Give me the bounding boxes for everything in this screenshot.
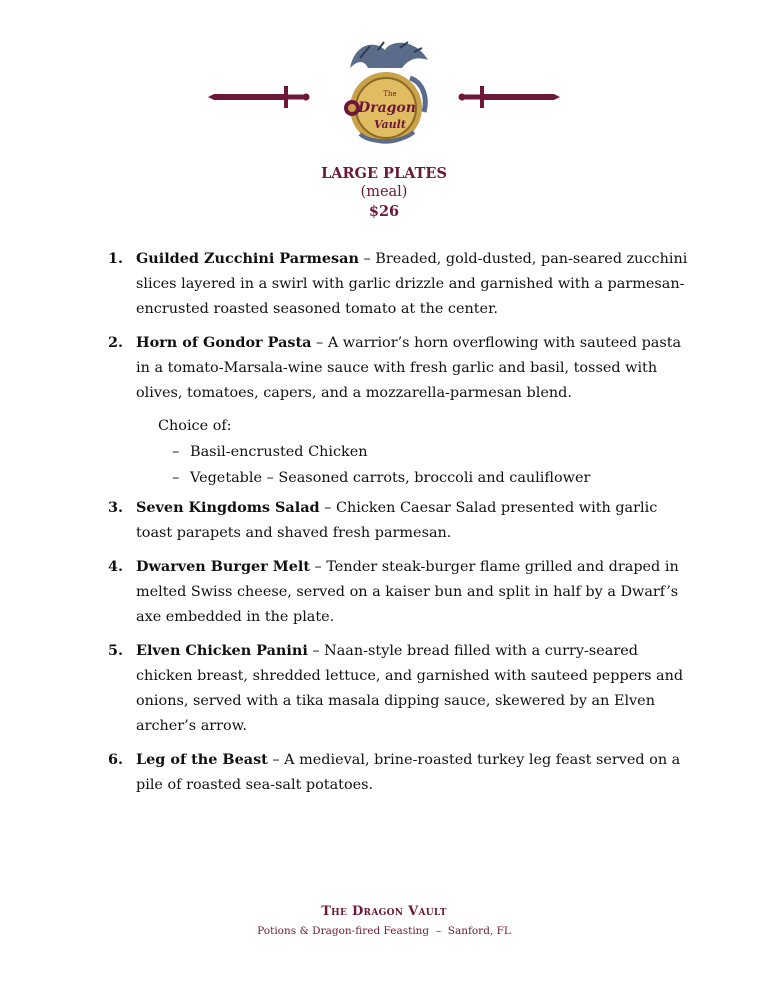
choice-block	[108, 413, 698, 491]
item-name: Seven Kingdoms Salad	[136, 499, 320, 516]
item-number: 2.	[108, 334, 124, 351]
item-name: Dwarven Burger Melt	[136, 558, 310, 575]
item-name: Horn of Gondor Pasta	[136, 334, 312, 351]
dragon-vault-logo	[330, 38, 440, 146]
menu-item	[108, 638, 698, 739]
item-name: Guilded Zucchini Parmesan	[136, 250, 359, 267]
choice-label: Choice of:	[158, 418, 232, 434]
choice-option-text: Basil-encrusted Chicken	[190, 444, 368, 460]
item-number: 4.	[108, 558, 124, 575]
choice-option	[158, 439, 698, 465]
item-description: – Tender steak-burger flame grilled and draped in melted Swiss cheese, served on a kaiser bun and split in half by a Dwarf’s axe embedded in the plate.	[136, 559, 679, 625]
section-price: $26	[368, 203, 400, 220]
item-number: 3.	[108, 499, 124, 516]
menu-item	[108, 554, 698, 630]
right-sword-icon	[458, 84, 560, 110]
item-description: – A warrior’s horn overflowing with sauteed pasta in a tomato-Marsala-wine sauce with fresh garlic and basil, tossed with olives, tomatoes, capers, and a mozzarella-parmesan blend.	[136, 335, 682, 401]
menu-item	[108, 330, 698, 406]
logo-line3: Vault	[374, 118, 406, 131]
choice-dash: –	[172, 470, 180, 486]
choice-option-text: Vegetable – Seasoned carrots, broccoli and cauliflower	[190, 470, 591, 486]
item-name: Elven Chicken Panini	[136, 642, 308, 659]
menu-item	[108, 495, 698, 546]
choice-option	[158, 465, 698, 491]
logo-line1: The	[383, 90, 397, 98]
item-description: – A medieval, brine-roasted turkey leg feast served on a pile of roasted sea-salt potatoes.	[136, 752, 681, 793]
footer-tagline: Potions & Dragon-fired Feasting – Sanford, FL	[257, 925, 511, 937]
item-description: – Naan-style bread filled with a curry-seared chicken breast, shredded lettuce, and garnished with sauteed peppers and onions, served with a tika masala dipping sauce, skewered by an Elven archer’s arrow.	[136, 643, 684, 734]
item-number: 6.	[108, 751, 124, 768]
choice-dash: –	[172, 444, 180, 460]
menu-item	[108, 246, 698, 322]
item-number: 1.	[108, 250, 124, 267]
menu-item	[108, 747, 698, 798]
item-number: 5.	[108, 642, 124, 659]
footer	[0, 904, 768, 937]
footer-brand: The Dragon Vault	[321, 904, 447, 919]
section-subtitle: (meal)	[360, 184, 408, 200]
logo-line2: Dragon	[358, 100, 416, 116]
section-heading	[0, 164, 768, 221]
left-sword-icon	[208, 84, 310, 110]
item-name: Leg of the Beast	[136, 751, 268, 768]
item-description: – Chicken Caesar Salad presented with garlic toast parapets and shaved fresh parmesan.	[136, 500, 658, 541]
menu-list	[108, 246, 698, 806]
item-description: – Breaded, gold-dusted, pan-seared zucchini slices layered in a swirl with garlic drizzle and garnished with a parmesan-encrusted roasted seasoned tomato at the center.	[136, 251, 688, 317]
section-title: LARGE PLATES	[321, 165, 447, 182]
